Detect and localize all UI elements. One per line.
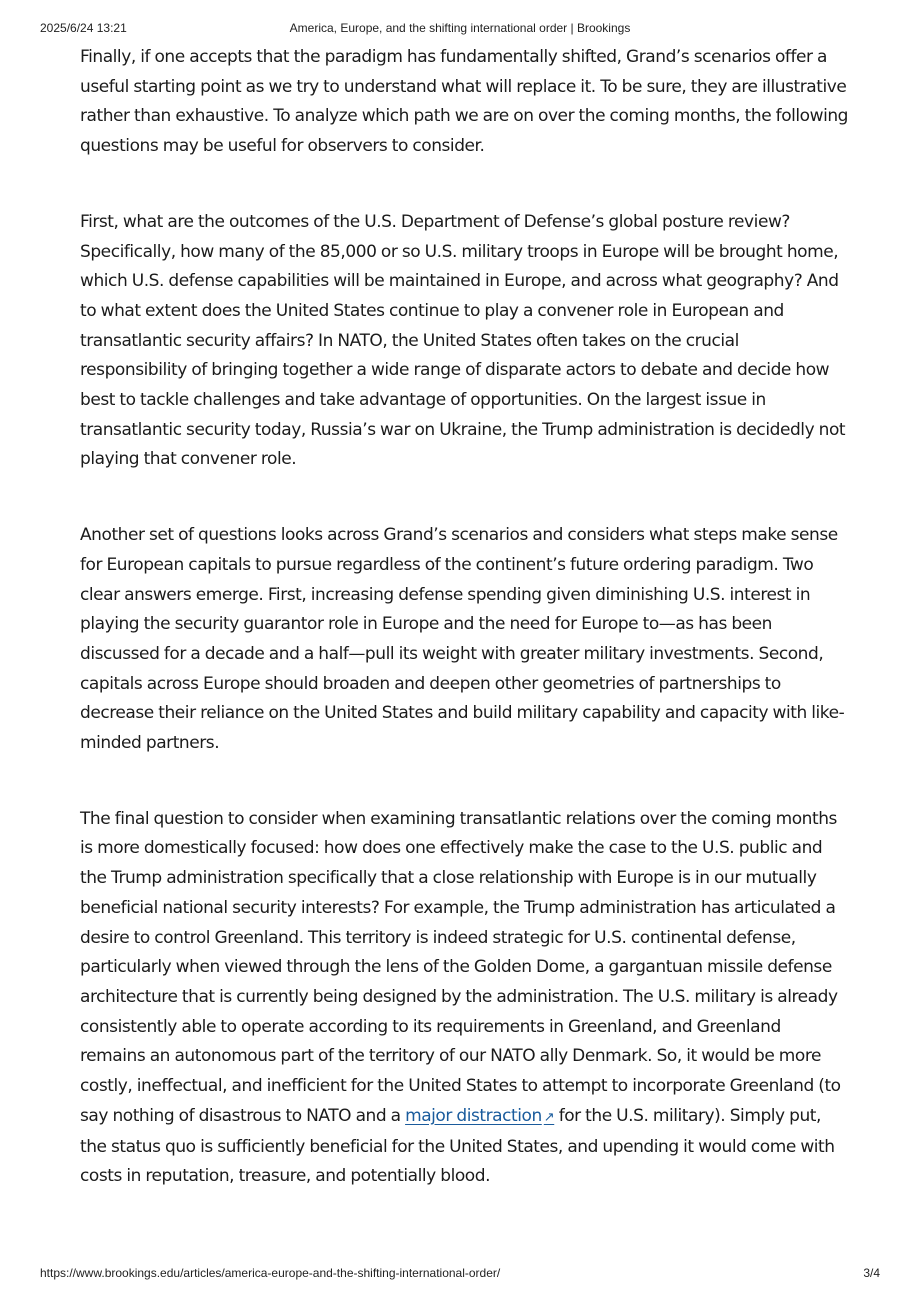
document-title: America, Europe, and the shifting international order | Brookings <box>289 21 631 35</box>
print-date: 2025/6/24 13:21 <box>40 21 127 35</box>
link-text[interactable]: major distraction <box>405 1105 542 1126</box>
article-body <box>80 43 850 1192</box>
paragraph-4-text-end: for the U.S. military). Simply put, the status quo is sufficiently beneficial for the United States, and upending it would come with costs in reputation, treasure, and potentially blood. <box>80 1105 835 1187</box>
paragraph-4-text-start: The final question to consider when examining transatlantic relations over the coming months is more domestically focused: how does one effectively make the case to the U.S. public and the Trump administration specifically that a close relationship with Europe is in our mutually beneficial national security interests? For example, the Trump administration has articulated a desire to control Greenland. This territory is indeed strategic for U.S. continental defense, particularly when viewed through the lens of the Golden Dome, a gargantuan missile defense architecture that is currently being designed by the administration. The U.S. military is already consistently able to operate according to its requirements in Greenland, and Greenland remains an autonomous part of the territory of our NATO ally Denmark. So, it would be more costly, ineffectual, and inefficient for the United States to attempt to incorporate Greenland (to say nothing of disastrous to NATO and a <box>80 808 841 1126</box>
paragraph-3: Another set of questions looks across Grand’s scenarios and considers what steps make sense for European capitals to pursue regardless of the continent’s future ordering paradigm. Two clear answers emerge. First, increasing defense spending given diminishing U.S. interest in playing the security guarantor role in Europe and the need for Europe to—as has been discussed for a decade and a half—pull its weight with greater military investments. Second, capitals across Europe should broaden and deepen other geometries of partnerships to decrease their reliance on the United States and build military capability and capacity with like-minded partners. <box>80 525 845 754</box>
paragraph-4 <box>80 805 850 1192</box>
print-header <box>40 21 880 37</box>
page-number: 3/4 <box>863 1266 880 1280</box>
paragraph-2: First, what are the outcomes of the U.S. Department of Defense’s global posture review? Specifically, how many of the 85,000 or so U.S. military troops in Europe will be brought home, which U.S. defense capabilities will be maintained in Europe, and across what geography? And to what extent does the United States continue to play a convener role in European and transatlantic security affairs? In NATO, the United States often takes on the crucial responsibility of bringing together a wide range of disparate actors to debate and decide how best to tackle challenges and take advantage of opportunities. On the largest issue in transatlantic security today, Russia’s war on Ukraine, the Trump administration is decidedly not playing that convener role. <box>80 211 846 470</box>
paragraph-1: Finally, if one accepts that the paradigm has fundamentally shifted, Grand’s scenarios offer a useful starting point as we try to understand what will replace it. To be sure, they are illustrative rather than exhaustive. To analyze which path we are on over the coming months, the following questions may be useful for observers to consider. <box>80 47 849 157</box>
external-link-icon[interactable]: ↗ <box>543 1109 555 1125</box>
page-url: https://www.brookings.edu/articles/america-europe-and-the-shifting-international-order/ <box>40 1266 501 1280</box>
major-distraction-link[interactable] <box>405 1106 554 1126</box>
print-footer <box>40 1266 880 1282</box>
